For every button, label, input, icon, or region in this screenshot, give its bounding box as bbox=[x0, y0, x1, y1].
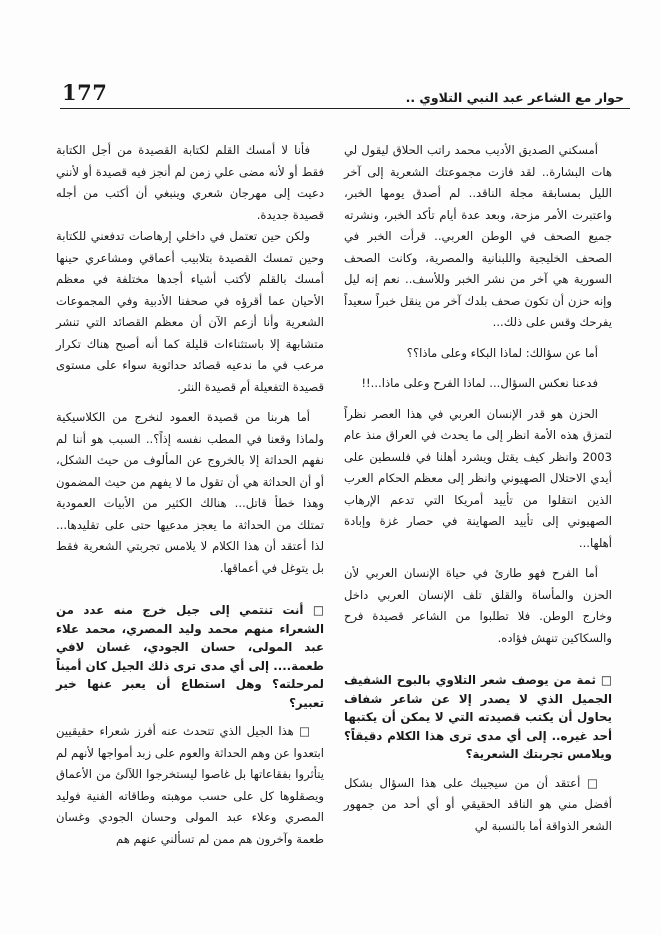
left-column bbox=[56, 140, 324, 850]
page-number: 177 bbox=[62, 80, 108, 105]
running-title: حوار مع الشاعر عبد النبي التلاوي .. bbox=[405, 90, 624, 105]
interview-question: □ ثمة من يوصف شعر التلاوي بالبوح الشفيف الجميل الذي لا يصدر إلا عن شاعر شفاف يحاول أن يكتب قصيدته التي لا يمكن أن يكتبها أحد غيره.. إلى أي مدى ترى هذا الكلام دقيقاً؟ ويلامس تجربتك الشعرية؟ bbox=[344, 673, 612, 761]
interview-answer: □ هذا الجيل الذي تتحدث عنه أفرز شعراء حقيقيين ابتعدوا عن وهم الحداثة والعوم على زبد أمواجها لأنهم لم يتأثروا بفقاعاتها بل غاصوا ليستخرجوا اللآلئ من الأعماق ويصقلوها كل على حسب موهبته وطاقاته الفنية فوليد المصري وعلاء عبد المولى وحسان الجودي وغسان طعمة وآخرون هم ممن لم تسألني عنهم هم bbox=[56, 724, 324, 846]
paragraph: ولكن حين تعتمل في داخلي إرهاصات تدفعني للكتابة وحين تمسك القصيدة بتلابيب أعماقي ومشاعري حينها أمسك بالقلم لأكتب أشياء أجدها مختلفة في معظم الأحيان عما أقرؤه في صحفنا الأدبية وفي المجموعات الشعرية وأنا أزعم الآن أن معظم القصائد التي تنشر متشابهة إلا باستثناءات قليلة كما أنه أصبح هناك تكرار مرعب في ما ندعيه قصائد حداثوية سواء على مستوى قصيدة التفعيلة أم قصيدة النثر. bbox=[56, 229, 324, 394]
paragraph: فأنا لا أمسك القلم لكتابة القصيدة من أجل الكتابة فقط أو لأنه مضى علي زمن لم أنجز فيه قصيدة أو لأنني دعيت إلى مهرجان شعري وينبغي أن أكتب من أجله قصيدة جديدة. bbox=[56, 143, 324, 222]
right-column bbox=[344, 140, 612, 837]
paragraph: أما عن سؤالك: لماذا البكاء وعلى ماذا؟؟ bbox=[406, 345, 598, 360]
page-header bbox=[60, 80, 630, 116]
paragraph: الحزن هو قدر الإنسان العربي في هذا العصر نظراً لتمزق هذه الأمة انظر إلى ما يحدث في العراق منذ عام 2003 وانظر كيف يقتل ويشرد أهلنا في فلسطين على أيدي الاحتلال الصهيوني وانظر إلى معظم الحكام العرب الذين انتقلوا من تأييد أمريكا التي تدعم الإرهاب الصهيوني إلى تأييد الصهاينة في حصار غزة وإبادة أهلها... bbox=[344, 406, 612, 550]
paragraph: أمسكني الصديق الأديب محمد راتب الحلاق ليقول لي هات البشارة.. لقد فازت مجموعتك الشعرية إلى آخر الليل بمسابقة مجلة الناقد.. لم أصدق يومها الخبر، واعتبرت الأمر مزحة، وبعد عدة أيام تأكد الخبر، ونشرته جميع الصحف في الوطن العربي.. قرأت الخبر في الصحف الخليجية واللبنانية والمصرية، وكانت الصحف السورية هي آخر من نشر الخبر وللأسف.. نعم إنه ليل وإنه حزن أن تكون صحف بلدك آخر من ينقل خبراً سعيداً يفرحك وقس على ذلك... bbox=[344, 143, 612, 329]
paragraph: فدعنا نعكس السؤال... لماذا الفرح وعلى ماذا...!! bbox=[361, 376, 598, 390]
paragraph: أما هربنا من قصيدة العمود لنخرج من الكلاسيكية ولماذا وقعنا في المطب نفسه إذاً؟.. السبب هو أننا لم نفهم الحداثة إلا بالخروج عن المألوف من حيث الشكل، أو أن الحداثة هي أن تقول ما لا يفهم من حيث المضمون وهذا خطأ قاتل... هنالك الكثير من الأبيات العمودية تمتلك من الحداثة ما يعجز مدعيها حتى على تقليدها... لذا أعتقد أن هذا الكلام لا يلامس تجربتي الشعرية فقط بل يتوغل في أعماقها. bbox=[56, 410, 324, 575]
paragraph: أما الفرح فهو طارئ في حياة الإنسان العربي لأن الحزن والمأساة والقلق تلف الإنسان العربي داخل وخارج الوطن. فلا تطلبوا من الشاعر قصيدة فرح والسكاكين تنهش فؤاده. bbox=[344, 566, 612, 645]
interview-answer: □ أعتقد أن من سيجيبك على هذا السؤال بشكل أفضل مني هو الناقد الحقيقي أو أي أحد من جمهور الشعر الذواقة أما بالنسبة لي bbox=[344, 775, 612, 833]
interview-question: □ أنت تنتمي إلى جيل خرج منه عدد من الشعراء منهم محمد وليد المصري، محمد علاء عبد المولى، حسان الجودي، غسان لافي طعمة.... إلى أي مدى ترى ذلك الجيل كان أميناً لمرحلته؟ وهل استطاع أن يعبر عنها خير تعبير؟ bbox=[56, 603, 324, 710]
header-rule bbox=[60, 108, 630, 109]
